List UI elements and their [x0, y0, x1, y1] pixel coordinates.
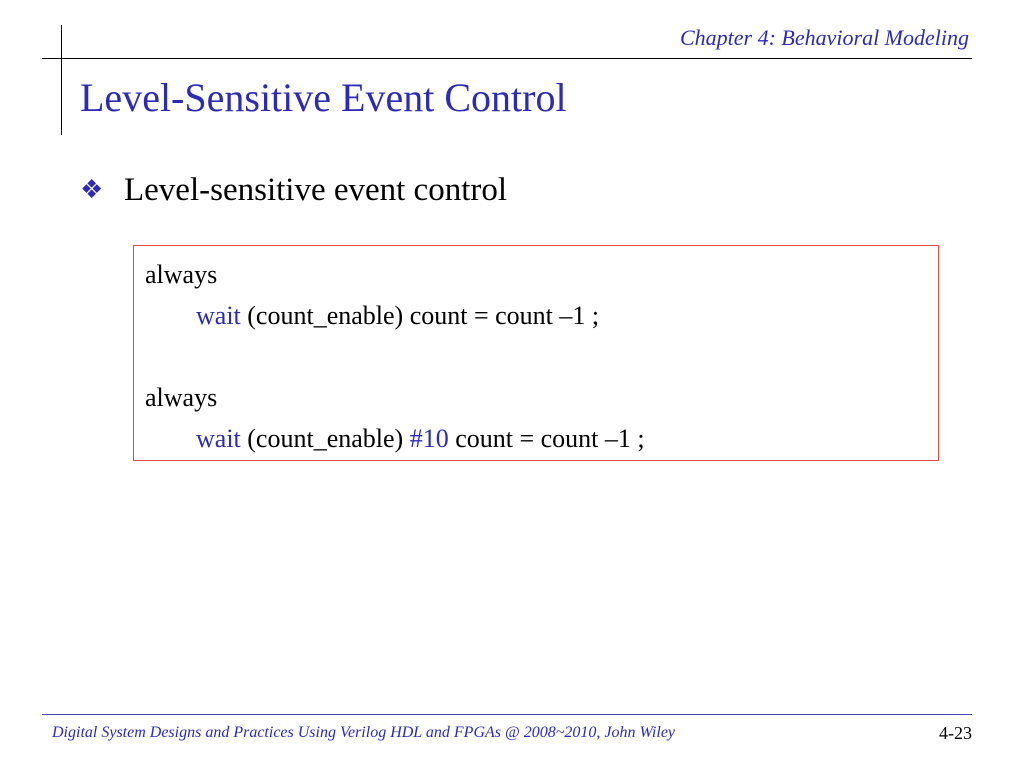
- footer-credit: Digital System Designs and Practices Using Verilog HDL and FPGAs @ 2008~2010, John Wiley: [52, 724, 676, 741]
- bullet-text: Level-sensitive event control: [124, 172, 508, 208]
- code-line-always-1: [145, 260, 217, 290]
- footer-rule: [42, 714, 972, 715]
- code-condition: (count_enable): [240, 424, 410, 453]
- code-line-wait-2: [196, 424, 645, 454]
- slide-title: Level-Sensitive Event Control: [80, 75, 567, 120]
- code-keyword-wait: wait: [196, 424, 241, 453]
- chapter-header: Chapter 4: Behavioral Modeling: [679, 25, 969, 50]
- bullet-item: [80, 172, 507, 209]
- header-vertical-rule: [61, 25, 62, 135]
- code-delay: #10: [409, 424, 449, 453]
- diamond-bullet-icon: ❖: [80, 175, 104, 204]
- code-line-wait-1: [196, 301, 599, 331]
- code-statement: count = count –1 ;: [448, 424, 645, 453]
- code-statement: (count_enable) count = count –1 ;: [240, 301, 600, 330]
- header-horizontal-rule: [42, 58, 972, 59]
- code-line-always-2: [145, 383, 217, 413]
- code-box: [133, 245, 939, 461]
- code-keyword-always: always: [145, 383, 218, 412]
- code-keyword-wait: wait: [196, 301, 241, 330]
- page-number: 4-23: [939, 723, 972, 743]
- code-keyword-always: always: [145, 260, 218, 289]
